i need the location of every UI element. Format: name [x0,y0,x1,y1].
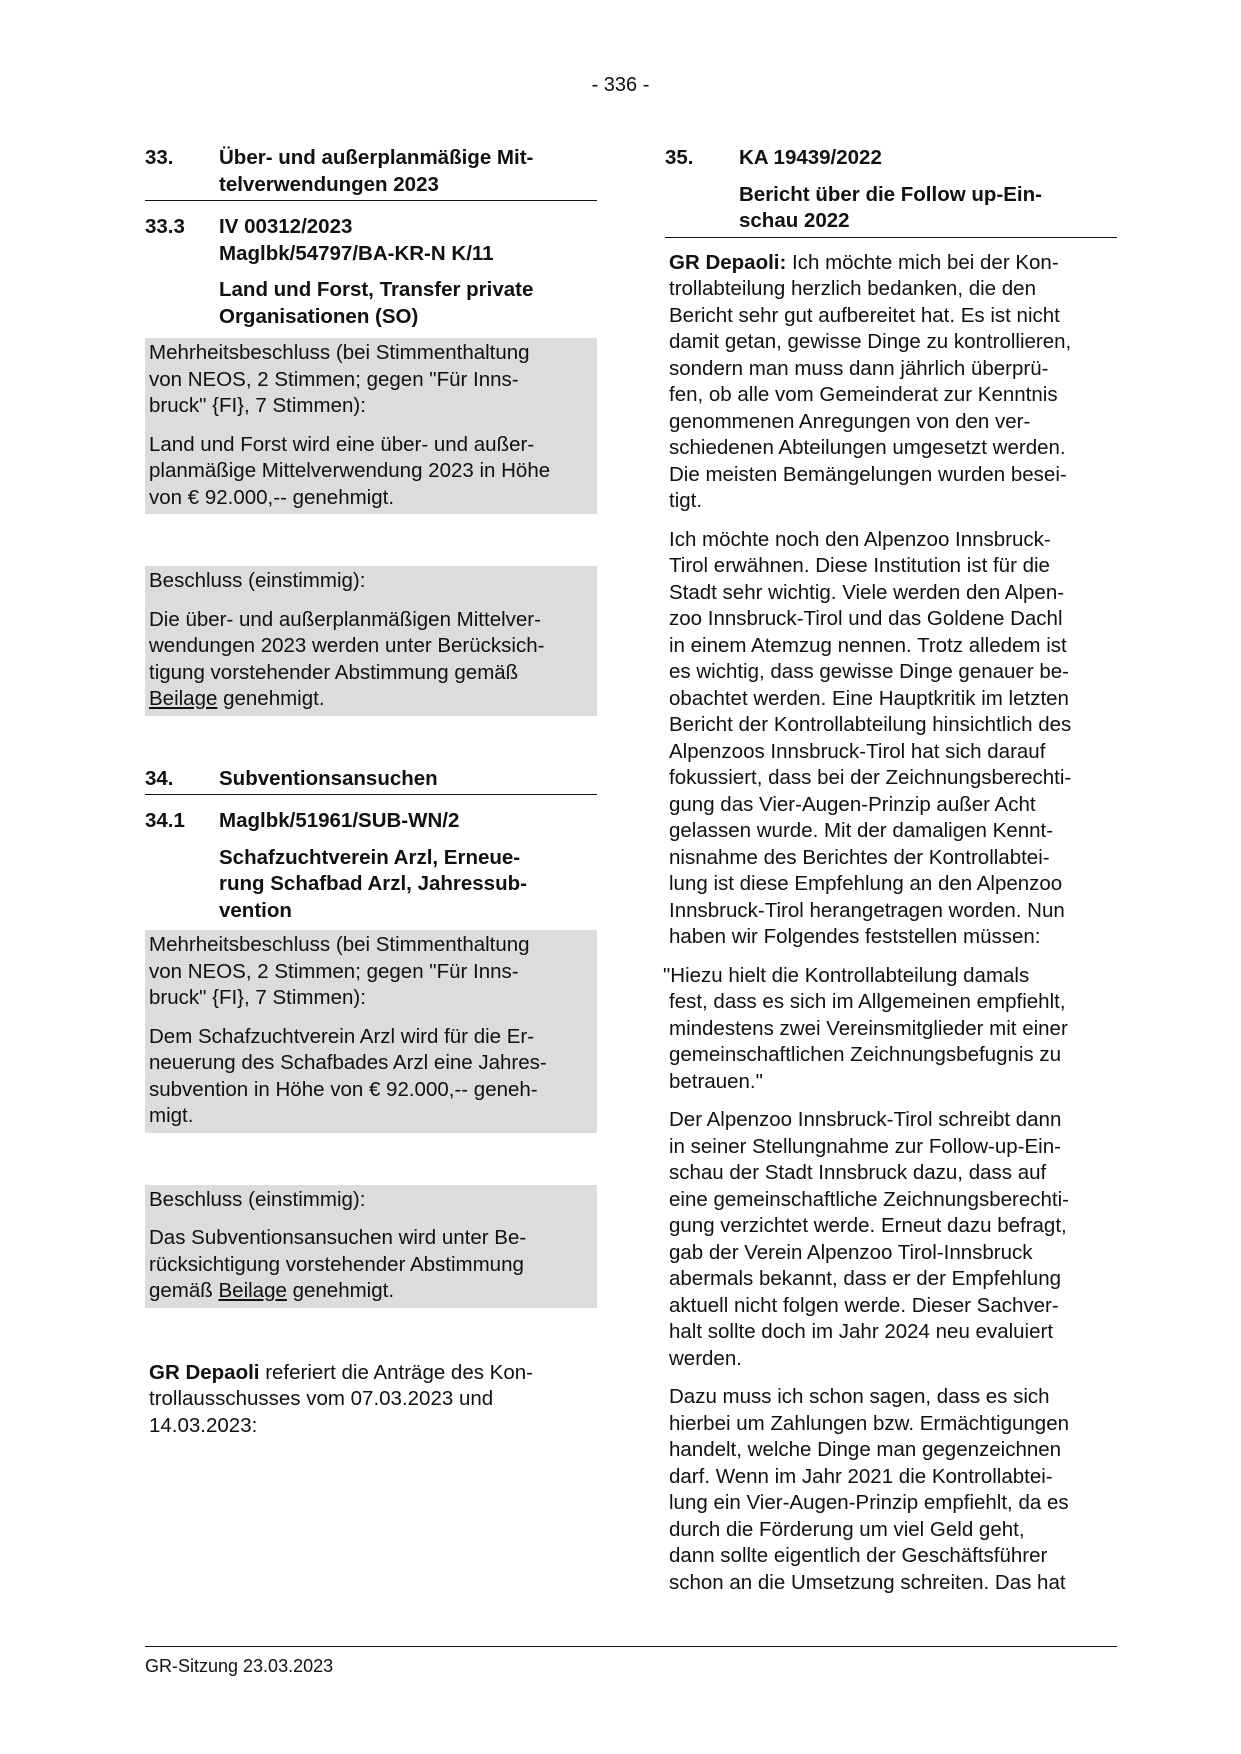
section-number: 33. [145,146,174,169]
reference-code: IV 00312/2023 [219,215,353,238]
speaker-name: GR Depaoli [149,1360,260,1384]
section-title-line: telverwendungen 2023 [219,172,439,196]
section-subject [665,182,1117,238]
section-number: 34. [145,766,174,790]
quotation: "Hiezu hielt die Kontrollabteilung damals fest, dass es sich im Allgemeinen empfiehlt, mindestens zwei Vereinsmitglieder mit einer gemeinschaftlichen Zeichnungsbefugnis zu betrauen." [663,963,1068,1093]
resolution-box [145,338,597,514]
subject-line: Organisationen (SO) [219,304,419,328]
reference-code: Maglbk/54797/BA-KR-N K/11 [219,241,494,265]
subject-line: Schafzuchtverein Arzl, Erneue- [219,845,521,869]
left-column [145,145,597,1451]
subsection-number: 34.1 [145,809,185,832]
attachment-link[interactable]: Beilage [218,1279,287,1302]
speech-paragraph: GR Depaoli: Ich möchte mich bei der Kon- trollabteilung herzlich bedanken, die den Bericht sehr gut aufbereitet hat. Es ist nicht damit getan, gewisse Dinge zu kontrollieren, sondern man muss dann jährlich überprü- fen, ob alle vom Gemeinderat zur Kenntnis genommenen Anregungen von den ver- schiedenen Abteilungen umgesetzt werden. Die meisten Bemängelungen wurden besei- tigt. [669,250,1072,512]
subsection-subject [219,845,597,925]
section-35-heading [665,145,1117,172]
vote-note: Mehrheitsbeschluss (bei Stimmenthaltung von NEOS, 2 Stimmen; gegen "Für Inns- bruck" {FI}, 7 Stimmen): [149,341,530,417]
resolution-text: Das Subventionsansuchen wird unter Be- rücksichtigung vorstehender Abstimmung gemäß Beilage genehmigt. [149,1226,527,1302]
section-33-heading [145,145,597,201]
resolution-text: Die über- und außerplanmäßigen Mittelver- wendungen 2023 werden unter Berücksich- tigung vorstehender Abstimmung gemäß Beilage genehmigt. [149,607,545,710]
vote-note: Beschluss (einstimmig): [149,1187,366,1211]
footer-text: GR-Sitzung 23.03.2023 [145,1656,334,1676]
attachment-link[interactable]: Beilage [149,687,218,710]
speech-paragraph: Der Alpenzoo Innsbruck-Tirol schreibt dann in seiner Stellungnahme zur Follow-up-Ein- schau der Stadt Innsbruck dazu, dass auf eine gemeinschaftliche Zeichnungsberechti- gung verzichtet werde. Erneut dazu befragt, gab der Verein Alpenzoo Tirol-Innsbruck abermals bekannt, dass er der Empfehlung aktuell nicht folgen werde. Dieser Sachver- halt sollte doch im Jahr 2024 neu evaluiert werden. [669,1108,1069,1370]
subsection-33-3-heading [145,214,597,267]
section-number: 35. [665,146,694,169]
subject-line: Bericht über die Follow up-Ein- [739,182,1042,206]
resolution-box [145,1185,597,1308]
right-column [665,145,1117,1608]
subject-line: rung Schafbad Arzl, Jahressub- [219,872,527,895]
speech-paragraph: Dazu muss ich schon sagen, dass es sich hierbei um Zahlungen bzw. Ermächtigungen handelt, welche Dinge man gegenzeichnen darf. Wenn im Jahr 2021 die Kontrollabtei- lung ein Vier-Augen-Prinzip empfiehlt, da es durch die Förderung um viel Geld geht, dann sollte eigentlich der Geschäftsführer schon an die Umsetzung schreiten. Das hat [669,1385,1069,1594]
vote-note: Beschluss (einstimmig): [149,569,366,592]
subject-line: vention [219,898,292,922]
resolution-box [145,930,597,1133]
subject-line: schau 2022 [739,209,850,232]
subsection-number: 33.3 [145,215,185,238]
section-title: Subventionsansuchen [219,766,438,790]
section-title-line: Über- und außerplanmäßige Mit- [219,146,534,169]
vote-note: Mehrheitsbeschluss (bei Stimmenthaltung von NEOS, 2 Stimmen; gegen "Für Inns- bruck" {FI}, 7 Stimmen): [149,933,530,1009]
page-number: - 336 - [591,74,650,96]
subsection-34-1-heading [145,808,597,835]
speaker-name: GR Depaoli: [669,250,787,274]
resolution-box [145,566,597,716]
reference-code: Maglbk/51961/SUB-WN/2 [219,809,460,832]
section-34-heading [145,766,597,796]
reference-code: KA 19439/2022 [739,146,882,169]
closing-paragraph: GR Depaoli referiert die Anträge des Kon- trollausschusses vom 07.03.2023 und 14.03.2023: [149,1360,533,1437]
subsection-subject [219,277,597,330]
resolution-text: Land und Forst wird eine über- und außer- planmäßige Mittelverwendung 2023 in Höhe von € 92.000,-- genehmigt. [149,432,551,509]
resolution-text: Dem Schafzuchtverein Arzl wird für die Er- neuerung des Schafbades Arzl eine Jahres- subvention in Höhe von € 92.000,-- geneh- migt. [149,1024,547,1127]
page-footer [145,1646,1117,1677]
speech-paragraph: Ich möchte noch den Alpenzoo Innsbruck- Tirol erwähnen. Diese Institution ist für die Stadt sehr wichtig. Viele werden den Alpen- zoo Innsbruck-Tirol und das Goldene Dachl in einem Atemzug nennen. Trotz alledem ist es wichtig, dass gewisse Dinge genauer be- obachtet werden. Eine Hauptkritik im letzten Bericht der Kontrollabteilung hinsichtlich des Alpenzoos Innsbruck-Tirol hat sich darauf fokussiert, dass bei der Zeichnungsberechti- gung das Vier-Augen-Prinzip außer Acht gelassen wurde. Mit der damaligen Kennt- nisnahme des Berichtes der Kontrollabtei- lung ist diese Empfehlung an den Alpenzoo Innsbruck-Tirol herangetragen worden. Nun haben wir Folgendes feststellen müssen: [669,527,1072,948]
subject-line: Land und Forst, Transfer private [219,278,534,301]
